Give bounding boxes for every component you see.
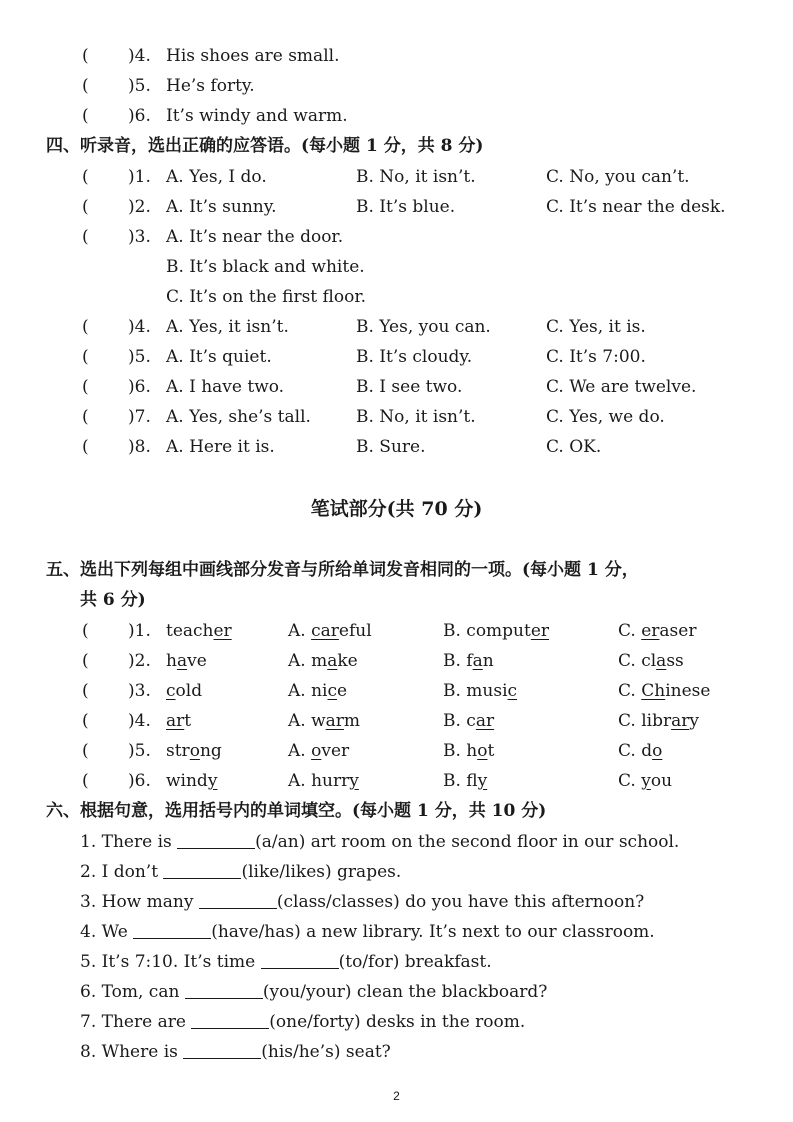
item-number: )4. [128,317,151,337]
given-word: teacher [166,621,232,641]
option-b: B. music [443,681,518,701]
option-b: B. It’s blue. [356,197,456,217]
option-b: B. computer [443,621,550,641]
option-a: A. careful [288,621,372,641]
answer-paren[interactable]: ( [82,46,89,66]
fill-blank[interactable] [163,860,241,879]
underlined-sound: Ch [641,681,666,701]
section-6-title: 六、根据句意，选用括号内的单词填空。(每小题 1 分，共 10 分) [46,801,547,821]
item-number: )2. [128,651,151,671]
option-c: C. Yes, we do. [546,407,665,427]
underlined-sound: y [207,771,218,791]
underlined-sound: c [327,681,338,701]
item-number: )4. [128,711,151,731]
s6-item-3 [80,887,644,917]
option-b: B. It’s cloudy. [356,347,473,367]
option-a: A. make [288,651,358,671]
sentence-start: 2. I don’t [80,862,164,882]
sentence-start: 3. How many [80,892,199,912]
option-a: A. nice [288,681,348,701]
given-word: windy [166,771,218,791]
item-number: )4. [128,46,151,66]
sentence-start: 1. There is [80,832,178,852]
option-c: C. you [618,771,673,791]
sentence-start: 8. Where is [80,1042,184,1062]
item-number: )2. [128,197,151,217]
underlined-sound: er [530,621,550,641]
option-b: B. car [443,711,495,731]
fill-blank[interactable] [261,950,339,969]
s6-item-7 [80,1007,525,1037]
item-number: )6. [128,771,151,791]
answer-paren[interactable]: ( [82,771,89,791]
sentence-end: (class/classes) do you have this afternoon? [276,892,645,912]
item-number: )1. [128,167,151,187]
option-a: A. over [288,741,350,761]
s6-item-2 [80,857,401,887]
option-c: C. library [618,711,699,731]
item-number: )8. [128,437,151,457]
sentence-start: 6. Tom, can [80,982,185,1002]
underlined-sound: a [472,651,483,671]
sentence-end: (like/likes) grapes. [241,862,402,882]
option-c: C. It’s 7:00. [546,347,646,367]
answer-paren[interactable]: ( [82,407,89,427]
underlined-sound: y [641,771,651,791]
answer-paren[interactable]: ( [82,437,89,457]
underlined-sound: a [656,651,667,671]
sentence-end: (his/he’s) seat? [261,1042,391,1062]
option-b: B. I see two. [356,377,463,397]
option-b: B. hot [443,741,495,761]
underlined-sound: y [477,771,488,791]
option-b: B. fan [443,651,494,671]
underlined-sound: c [166,681,176,701]
option-a: A. Yes, I do. [166,167,267,187]
underlined-sound: er [213,621,232,641]
given-word: strong [166,741,222,761]
option-c: C. No, you can’t. [546,167,690,187]
answer-paren[interactable]: ( [82,651,89,671]
section-5-title-cont: 共 6 分) [80,590,146,610]
section-5-title: 五、选出下列每组中画线部分发音与所给单词发音相同的一项。(每小题 1 分， [46,560,639,580]
written-part-title: 笔试部分(共 70 分) [310,498,483,520]
item-number: )5. [128,347,151,367]
answer-paren[interactable]: ( [82,227,89,247]
answer-paren[interactable]: ( [82,347,89,367]
s6-item-4 [80,917,655,947]
fill-blank[interactable] [185,980,263,999]
fill-blank[interactable] [191,1010,269,1029]
underlined-sound: o [189,741,200,761]
option-c: C. Chinese [618,681,711,701]
answer-paren[interactable]: ( [82,377,89,397]
item-text: He’s forty. [166,76,255,96]
fill-blank[interactable] [199,890,277,909]
s6-item-1 [80,827,679,857]
sentence-start: 5. It’s 7:10. It’s time [80,952,261,972]
item-number: )5. [128,741,151,761]
page-number: 2 [393,1089,400,1103]
option-c: C. It’s on the first floor. [166,287,367,307]
option-c: C. OK. [546,437,602,457]
item-number: )1. [128,621,151,641]
s6-item-5 [80,947,492,977]
answer-paren[interactable]: ( [82,167,89,187]
underlined-sound: a [176,651,188,671]
option-a: A. warm [288,711,361,731]
sentence-end: (you/your) clean the blackboard? [262,982,548,1002]
item-text: His shoes are small. [166,46,340,66]
option-c: C. We are twelve. [546,377,697,397]
underlined-sound: ar [325,711,344,731]
option-c: C. class [618,651,684,671]
underlined-sound: car [311,621,339,641]
item-text: It’s windy and warm. [166,106,348,126]
item-number: )3. [128,227,151,247]
s6-item-8 [80,1037,391,1067]
answer-paren[interactable]: ( [82,317,89,337]
fill-blank[interactable] [177,830,255,849]
option-a: A. Yes, it isn’t. [166,317,289,337]
given-word: art [166,711,192,731]
underlined-sound: a [327,651,338,671]
option-b: B. It’s black and white. [166,257,365,277]
option-a: A. It’s sunny. [166,197,277,217]
item-number: )7. [128,407,151,427]
item-number: )6. [128,106,151,126]
underlined-sound: c [507,681,518,701]
item-number: )3. [128,681,151,701]
option-b: B. Yes, you can. [356,317,491,337]
sentence-start: 4. We [80,922,134,942]
s6-item-6 [80,977,547,1007]
option-a: A. I have two. [166,377,285,397]
given-word: have [166,651,207,671]
underlined-sound: ar [166,711,185,731]
answer-paren[interactable]: ( [82,197,89,217]
answer-paren[interactable]: ( [82,741,89,761]
underlined-sound: o [311,741,322,761]
given-word: cold [166,681,203,701]
underlined-sound: o [652,741,663,761]
sentence-end: (one/forty) desks in the room. [269,1012,526,1032]
option-c: C. It’s near the desk. [546,197,726,217]
answer-paren[interactable]: ( [82,106,89,126]
answer-paren[interactable]: ( [82,681,89,701]
sentence-end: (a/an) art room on the second floor in our school. [255,832,680,852]
option-b: B. No, it isn’t. [356,407,476,427]
underlined-sound: y [349,771,359,791]
answer-paren[interactable]: ( [82,76,89,96]
sentence-start: 7. There are [80,1012,192,1032]
option-b: B. No, it isn’t. [356,167,476,187]
item-number: )6. [128,377,151,397]
section-4-title: 四、听录音，选出正确的应答语。(每小题 1 分，共 8 分) [46,136,484,156]
answer-paren[interactable]: ( [82,711,89,731]
option-b: B. fly [443,771,488,791]
option-c: C. do [618,741,663,761]
option-b: B. Sure. [356,437,426,457]
option-a: A. It’s quiet. [166,347,272,367]
fill-blank[interactable] [133,920,211,939]
sentence-end: (have/has) a new library. It’s next to our classroom. [211,922,655,942]
underlined-sound: ar [475,711,495,731]
option-a: A. Here it is. [166,437,275,457]
item-number: )5. [128,76,151,96]
option-c: C. Yes, it is. [546,317,646,337]
option-a: A. hurry [288,771,359,791]
underlined-sound: er [641,621,660,641]
option-c: C. eraser [618,621,697,641]
underlined-sound: o [477,741,488,761]
sentence-end: (to/for) breakfast. [338,952,492,972]
answer-paren[interactable]: ( [82,621,89,641]
fill-blank[interactable] [183,1040,261,1059]
option-a: A. Yes, she’s tall. [166,407,311,427]
option-a: A. It’s near the door. [166,227,344,247]
underlined-sound: ar [671,711,690,731]
